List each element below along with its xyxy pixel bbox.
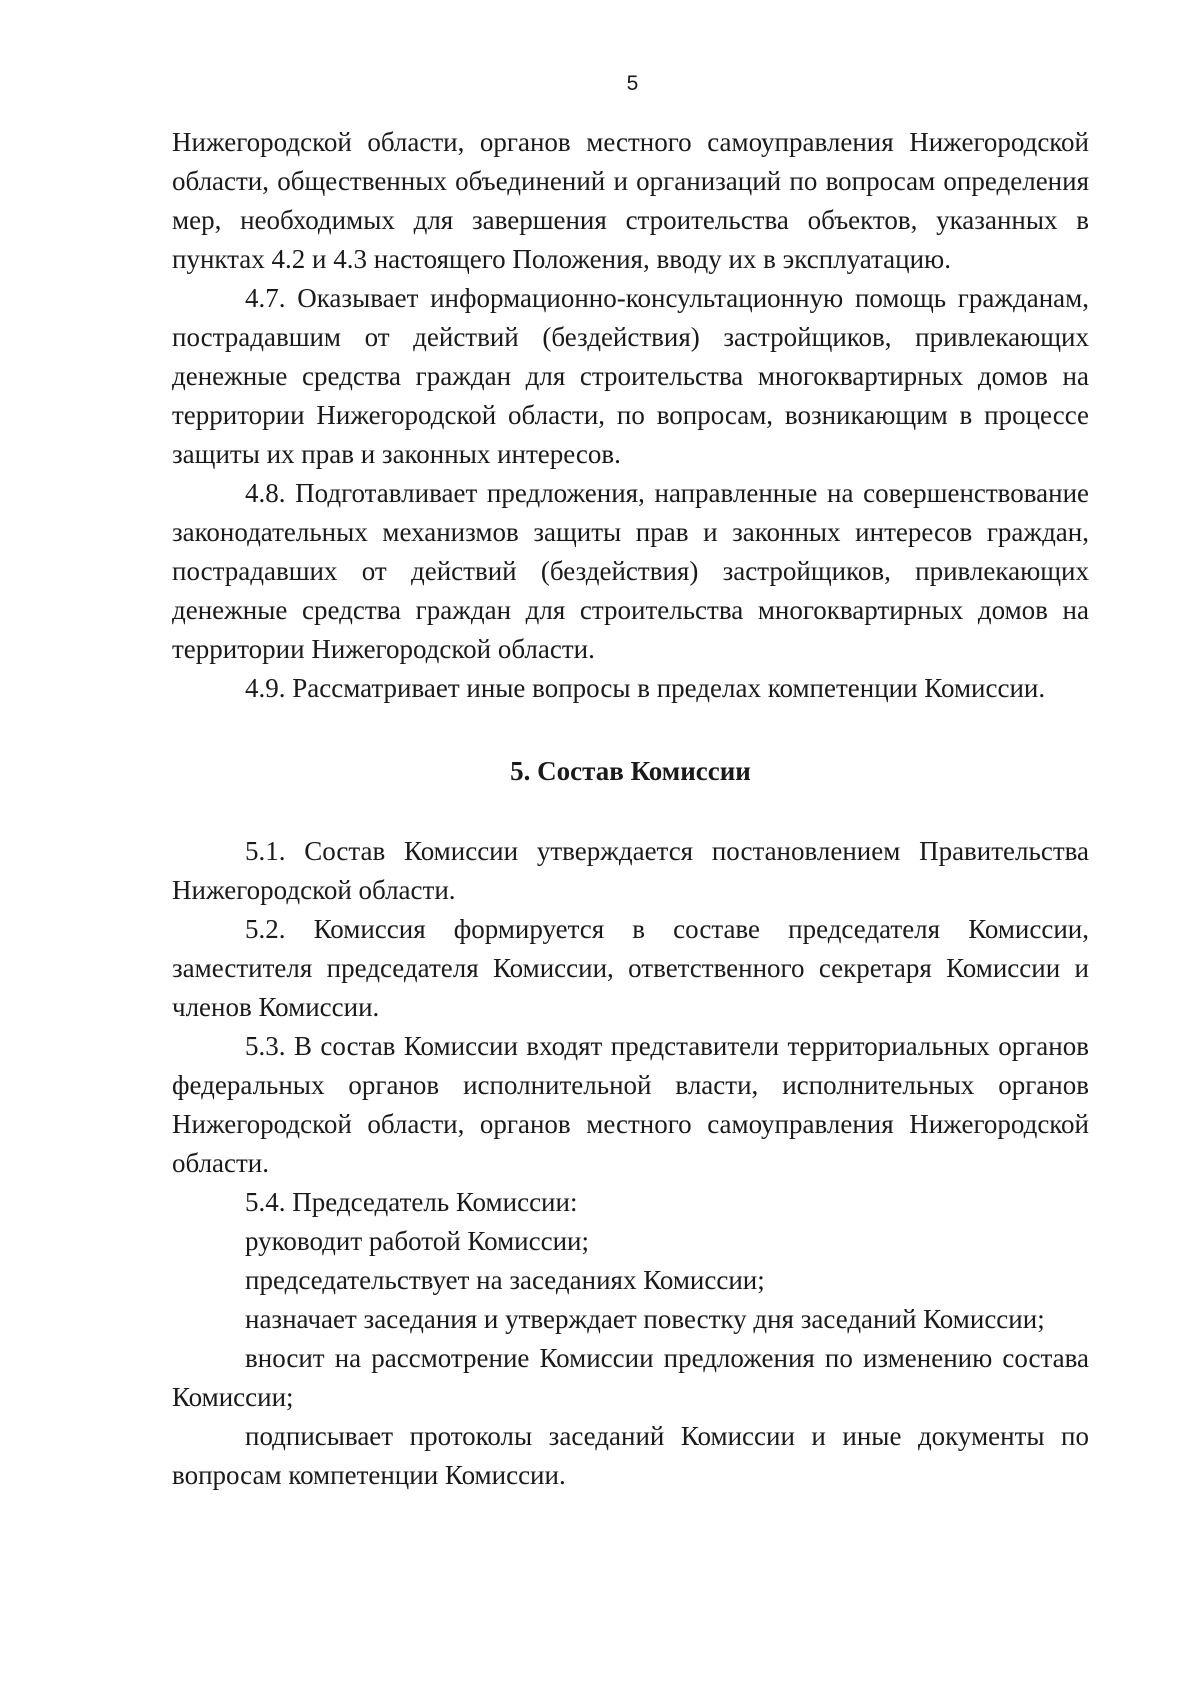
document-body (172, 123, 1089, 1495)
paragraph-5-3: 5.3. В состав Комиссии входят представители территориальных органов федеральных органов исполнительной власти, исполнительных органов Нижегородской области, органов местного самоуправления Нижегородской области. (172, 1031, 1089, 1178)
list-item-duty: назначает заседания и утверждает повестку дня заседаний Комиссии; (245, 1304, 1045, 1334)
list-item-duty: подписывает протоколы заседаний Комиссии и иные документы по вопросам компетенции Комиссии. (172, 1421, 1089, 1490)
paragraph-4-7: 4.7. Оказывает информационно-консультационную помощь гражданам, пострадавшим от действий (бездействия) застройщиков, привлекающих денежные средства граждан для строительства многоквартирных домов на территории Нижегородской области, по вопросам, возникающим в процессе защиты их прав и законных интересов. (172, 283, 1089, 469)
paragraph-4-9: 4.9. Рассматривает иные вопросы в пределах компетенции Комиссии. (245, 673, 1046, 703)
paragraph-4-8: 4.8. Подготавливает предложения, направленные на совершенствование законодательных механизмов защиты прав и законных интересов граждан, пострадавших от действий (бездействия) застройщиков, привлекающих денежные средства граждан для строительства многоквартирных домов на территории Нижегородской области. (172, 478, 1089, 664)
paragraph-5-1: 5.1. Состав Комиссии утверждается постановлением Правительства Нижегородской области. (172, 836, 1089, 905)
paragraph-continuation: Нижегородской области, органов местного самоуправления Нижегородской области, общественных объединений и организаций по вопросам определения мер, необходимых для завершения строительства объектов, указанных в пунктах 4.2 и 4.3 настоящего Положения, вводу их в эксплуатацию. (172, 127, 1089, 274)
list-item-duty: руководит работой Комиссии; (245, 1226, 589, 1256)
paragraph-5-4: 5.4. Председатель Комиссии: (245, 1187, 578, 1217)
section-5-body (172, 832, 1089, 1495)
section-heading: 5. Состав Комиссии (510, 756, 751, 786)
list-item-duty: председательствует на заседаниях Комиссии; (245, 1265, 765, 1295)
page-number: 5 (626, 72, 639, 95)
list-item-duty: вносит на рассмотрение Комиссии предложения по изменению состава Комиссии; (172, 1343, 1089, 1412)
paragraph-5-2: 5.2. Комиссия формируется в составе председателя Комиссии, заместителя председателя Комиссии, ответственного секретаря Комиссии и членов Комиссии. (172, 914, 1089, 1022)
